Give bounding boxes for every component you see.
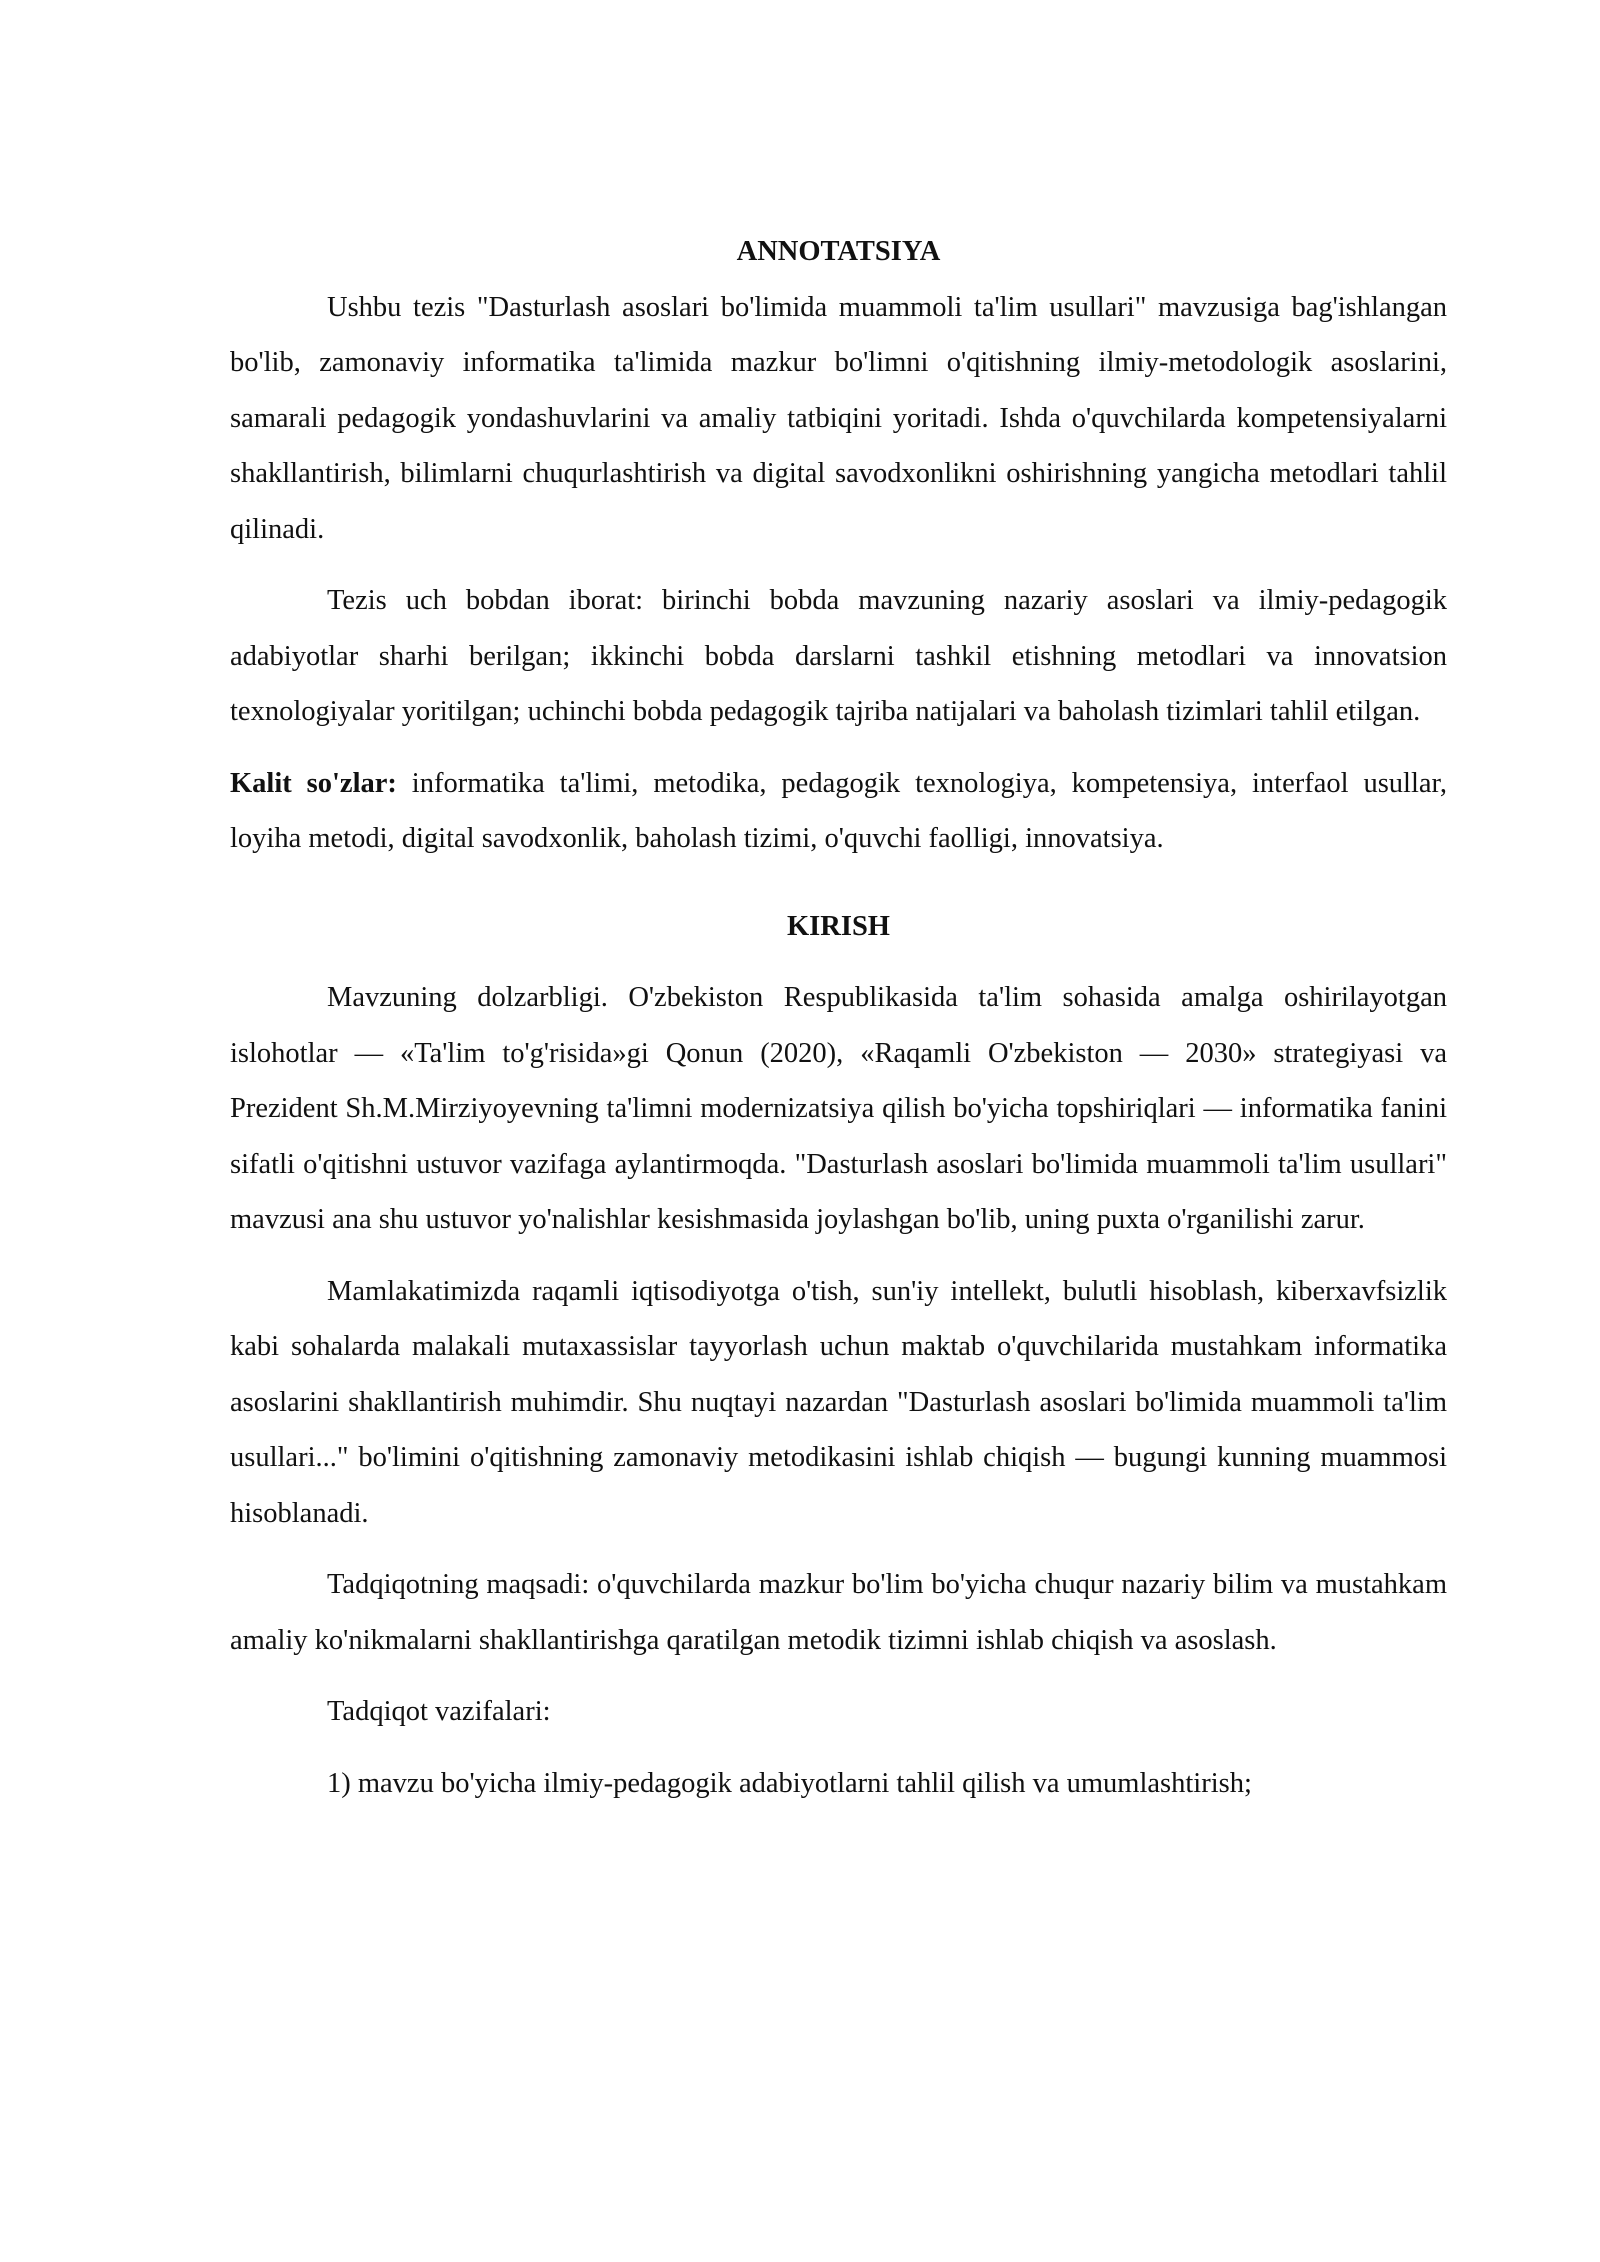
document-page	[230, 224, 1447, 1811]
paragraph-spacer	[230, 740, 1447, 756]
keywords-text: informatika ta'limi, metodika, pedagogik texnologiya, kompetensiya, interfaol usullar, loyiha metodi, digital savodxonlik, baholash tizimi, o'quvchi faolligi, innovatsiya.	[230, 767, 1447, 854]
paragraph-spacer	[230, 557, 1447, 573]
paragraph-spacer	[230, 1668, 1447, 1684]
tasks-label: Tadqiqot vazifalari:	[327, 1696, 551, 1727]
task-list-item: 1) mavzu bo'yicha ilmiy-pedagogik adabiyotlarni tahlil qilish va umumlashtirish;	[327, 1767, 1252, 1799]
section-spacer	[230, 867, 1447, 899]
annotation-paragraph: Ushbu tezis "Dasturlash asoslari bo'limida muammoli ta'lim usullari" mavzusiga bag'ishlangan bo'lib, zamonaviy informatika ta'limida mazkur bo'limni o'qitishning ilmiy-metodologik asoslarini, samarali pedagogik yondashuvlarini va amaliy tatbiqini yoritadi. Ishda o'quvchilarda kompetensiyalarni shakllantirish, bilimlarni chuqurlashtirish va digital savodxonlikni oshirishning yangicha metodlari tahlil qilinadi.	[230, 291, 1447, 545]
paragraph-spacer	[230, 1541, 1447, 1557]
annotation-paragraph: Tezis uch bobdan iborat: birinchi bobda mavzuning nazariy asoslari va ilmiy-pedagogik adabiyotlar sharhi berilgan; ikkinchi bobda darslarni tashkil etishning metodlari va innovatsion texnologiyalar yoritilgan; uchinchi bobda pedagogik tajriba natijalari va baholash tizimlari tahlil etilgan.	[230, 585, 1447, 727]
keywords-label: Kalit so'zlar:	[230, 767, 397, 799]
paragraph-spacer	[230, 954, 1447, 970]
introduction-paragraph: Mavzuning dolzarbligi. O'zbekiston Respublikasida ta'lim sohasida amalga oshirilayotgan islohotlar — «Ta'lim to'g'risida»gi Qonun (2020), «Raqamli O'zbekiston — 2030» strategiyasi va Prezident Sh.M.Mirziyoyevning ta'limni modernizatsiya qilish bo'yicha topshiriqlari — informatika fanini sifatli o'qitishni ustuvor vazifaga aylantirmoqda. "Dasturlash asoslari bo'limida muammoli ta'lim usullari" mavzusi ana shu ustuvor yo'nalishlar kesishmasida joylashgan bo'lib, uning puxta o'rganilishi zarur.	[230, 982, 1447, 1235]
introduction-paragraph: Mamlakatimizda raqamli iqtisodiyotga o'tish, sun'iy intellekt, bulutli hisoblash, kiberxavfsizlik kabi sohalarda malakali mutaxassislar tayyorlash uchun maktab o'quvchilarida mustahkam informatika asoslarini shakllantirish muhimdir. Shu nuqtayi nazardan "Dasturlash asoslari bo'limida muammoli ta'lim usullari..." bo'limini o'qitishning zamonaviy metodikasini ishlab chiqish — bugungi kunning muammosi hisoblanadi.	[230, 1275, 1447, 1529]
paragraph-spacer	[230, 1740, 1447, 1756]
introduction-heading: KIRISH	[787, 910, 890, 942]
introduction-paragraph: Tadqiqotning maqsadi: o'quvchilarda mazkur bo'lim bo'yicha chuqur nazariy bilim va mustahkam amaliy ko'nikmalarni shakllantirishga qaratilgan metodik tizimni ishlab chiqish va asoslash.	[230, 1569, 1447, 1656]
annotation-heading: ANNOTATSIYA	[736, 236, 941, 267]
keywords-paragraph	[230, 756, 1447, 867]
paragraph-spacer	[230, 1248, 1447, 1264]
